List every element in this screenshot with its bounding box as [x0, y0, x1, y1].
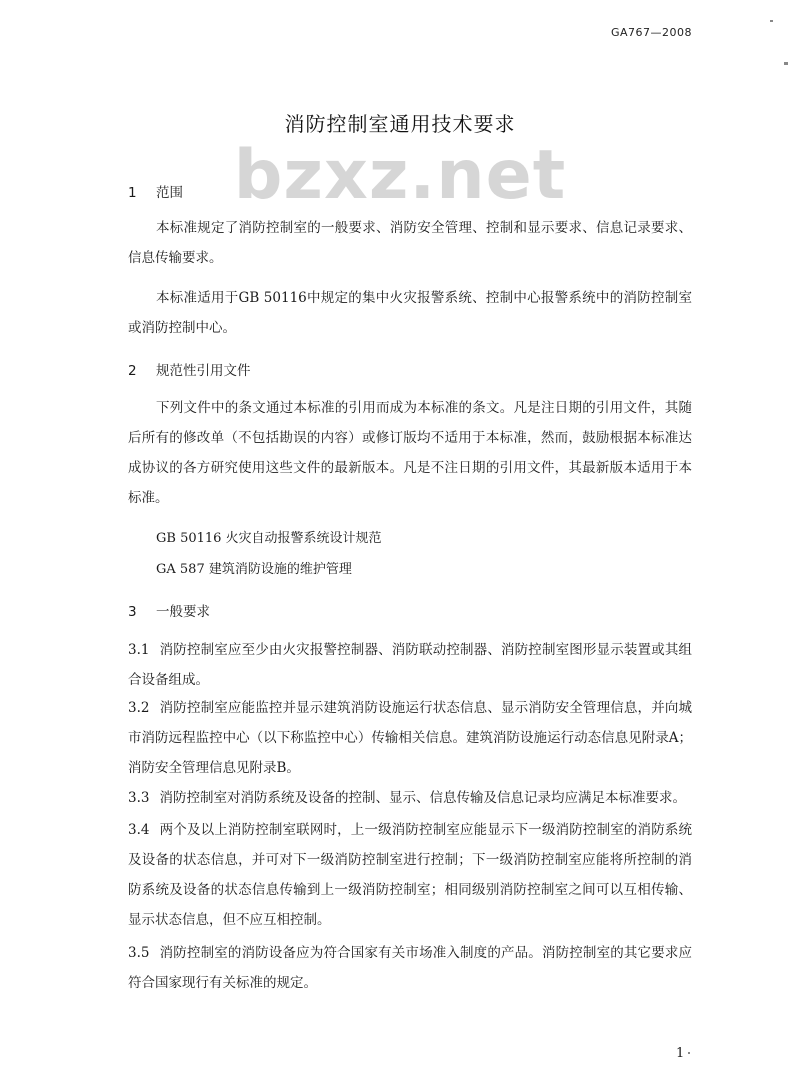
page-number: 1 [676, 1046, 685, 1061]
scan-speck [770, 20, 773, 22]
clause-text: 消防控制室应能监控并显示建筑消防设施运行状态信息、显示消防安全管理信息，并向城市消防远程监控中心（以下称监控中心）传输相关信息。建筑消防设施运行动态信息见附录A；消防安全管理信息见附录B。 [128, 700, 692, 776]
reference-item: GB 50116 火灾自动报警系统设计规范 [156, 531, 382, 546]
clause-number: 3.1 [128, 642, 150, 658]
clause-text: 消防控制室应至少由火灾报警控制器、消防联动控制器、消防控制室图形显示装置或其组合设备组成。 [128, 642, 692, 688]
section-title: 一般要求 [156, 604, 210, 620]
section-heading-2 [128, 359, 251, 379]
clause-number: 3.3 [128, 790, 150, 806]
reference-item: GA 587 建筑消防设施的维护管理 [156, 562, 352, 577]
clause-text: 消防控制室对消防系统及设备的控制、显示、信息传输及信息记录均应满足本标准要求。 [159, 790, 686, 806]
clause-number: 3.5 [128, 945, 150, 961]
section-title: 规范性引用文件 [156, 363, 251, 379]
section-number: 1 [128, 185, 137, 201]
clause-text: 两个及以上消防控制室联网时，上一级消防控制室应能显示下一级消防控制室的消防系统及设备的状态信息，并可对下一级消防控制室进行控制；下一级消防控制室应能将所控制的消防系统及设备的状态信息传输到上一级消防控制室；相同级别消防控制室之间可以互相传输、显示状态信息，但不应互相控制。 [128, 822, 692, 928]
scan-speck [784, 62, 788, 65]
section-number: 3 [128, 604, 137, 620]
page-title: 消防控制室通用技术要求 [284, 112, 516, 136]
clause-3-3 [128, 783, 692, 813]
normative-references-paragraph: 下列文件中的条文通过本标准的引用而成为本标准的条文。凡是注日期的引用文件，其随后所有的修改单（不包括勘误的内容）或修订版均不适用于本标准，然而，鼓励根据本标准达成协议的各方研究使用这些文件的最新版本。凡是不注日期的引用文件，其最新版本适用于本标准。 [128, 400, 692, 506]
section-title: 范围 [156, 185, 183, 201]
watermark: bzxz.net [233, 136, 567, 215]
section-number: 2 [128, 363, 137, 379]
clause-text: 消防控制室的消防设备应为符合国家有关市场准入制度的产品。消防控制室的其它要求应符合国家现行有关标准的规定。 [128, 945, 692, 991]
section-heading-1 [128, 181, 183, 201]
scan-speck [688, 1052, 690, 1054]
standard-code: GA767—2008 [610, 26, 692, 39]
scope-paragraph-2: 本标准适用于GB 50116中规定的集中火灾报警系统、控制中心报警系统中的消防控制室或消防控制中心。 [128, 290, 692, 336]
clause-3-4 [128, 815, 692, 935]
clause-3-2 [128, 693, 692, 783]
clause-3-1 [128, 635, 692, 695]
scope-paragraph-1: 本标准规定了消防控制室的一般要求、消防安全管理、控制和显示要求、信息记录要求、信息传输要求。 [128, 220, 692, 266]
clause-number: 3.2 [128, 700, 150, 716]
clause-number: 3.4 [128, 822, 150, 838]
clause-3-5 [128, 938, 692, 998]
section-heading-3 [128, 600, 210, 620]
